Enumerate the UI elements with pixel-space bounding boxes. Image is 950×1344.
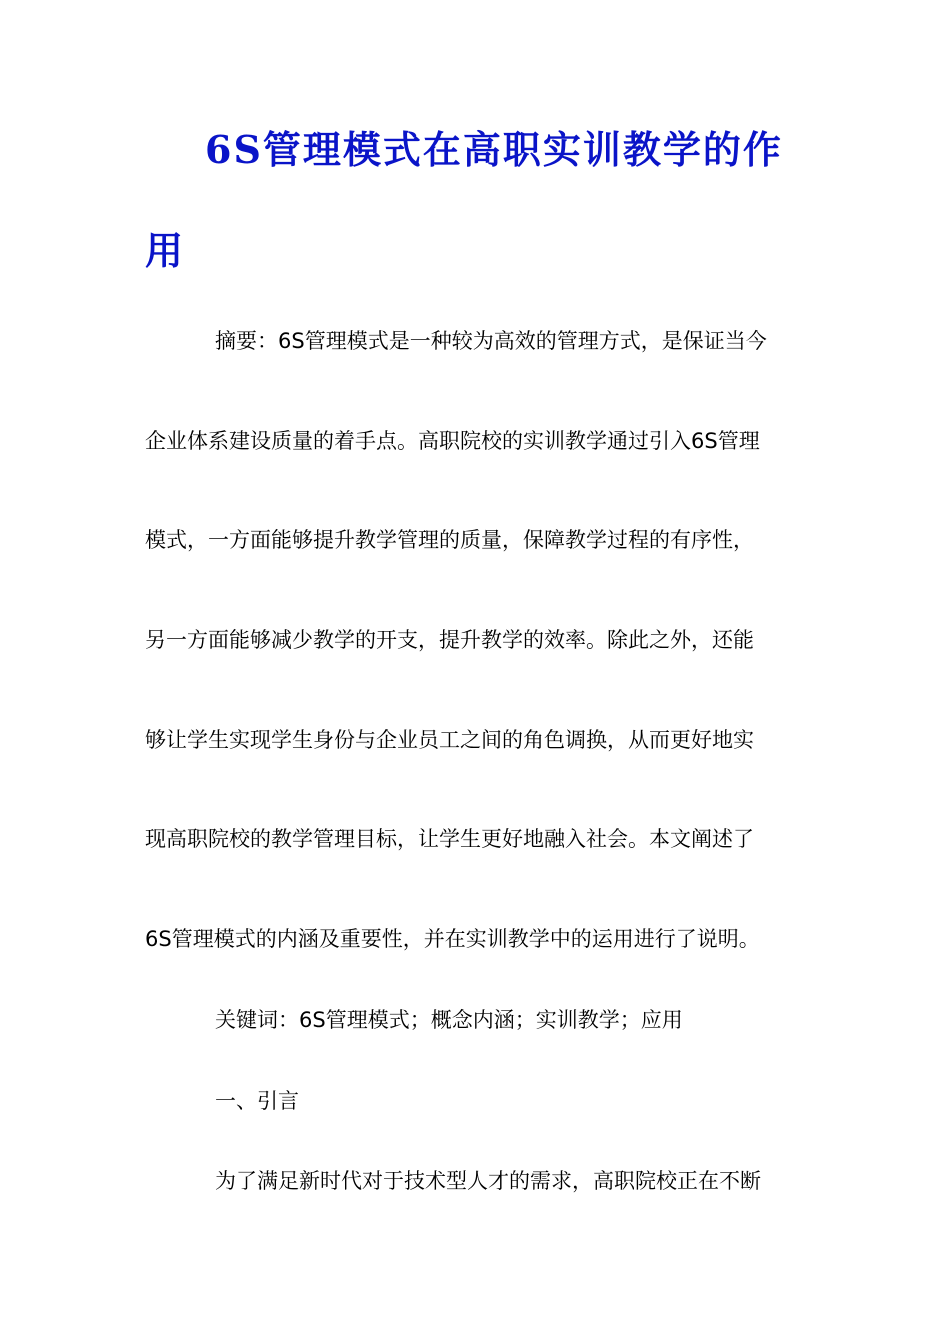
document-title-line-2: 用: [145, 228, 186, 273]
abstract-line-4: 另一方面能够减少教学的开支，提升教学的效率。除此之外，还能: [145, 628, 754, 652]
intro-paragraph-line-1: 为了满足新时代对于技术型人才的需求，高职院校正在不断: [215, 1169, 761, 1193]
section-heading: 一、引言: [215, 1089, 299, 1113]
abstract-line-3: 模式，一方面能够提升教学管理的质量，保障教学过程的有序性，: [145, 528, 754, 552]
abstract-line-2: 企业体系建设质量的着手点。高职院校的实训教学通过引入6S管理: [145, 429, 760, 453]
abstract-line-1: 摘要：6S管理模式是一种较为高效的管理方式，是保证当今: [215, 329, 767, 353]
abstract-line-6: 现高职院校的教学管理目标，让学生更好地融入社会。本文阐述了: [145, 827, 754, 851]
abstract-line-5: 够让学生实现学生身份与企业员工之间的角色调换，从而更好地实: [145, 728, 754, 752]
abstract-line-7: 6S管理模式的内涵及重要性，并在实训教学中的运用进行了说明。: [145, 927, 760, 951]
document-title-line-1: 6S管理模式在高职实训教学的作: [205, 127, 783, 172]
keywords-line: 关键词：6S管理模式；概念内涵；实训教学；应用: [215, 1008, 683, 1032]
